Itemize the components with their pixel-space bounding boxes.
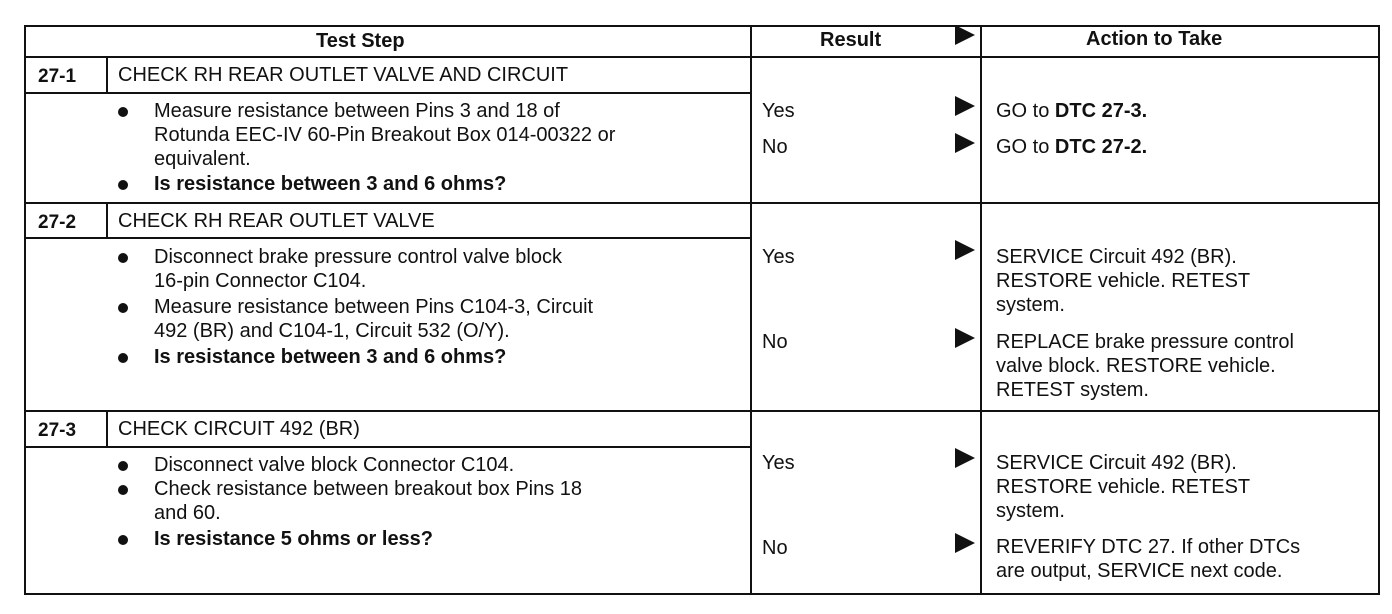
action-text: are output, SERVICE next code.	[996, 560, 1283, 582]
step-27-1-number-divider	[106, 57, 108, 94]
step-text-line: Rotunda EEC-IV 60-Pin Breakout Box 014-00322 or	[154, 124, 616, 146]
step-27-2-number-divider	[106, 203, 108, 239]
step-title: CHECK RH REAR OUTLET VALVE AND CIRCUIT	[118, 64, 569, 86]
action-text: RESTORE vehicle. RETEST	[996, 270, 1251, 292]
action-text: system.	[996, 500, 1065, 522]
header-action: Action to Take	[1086, 28, 1223, 50]
bullet-icon	[118, 180, 128, 190]
result-yes: Yes	[762, 246, 795, 268]
action-text: RETEST system.	[996, 379, 1149, 401]
table-left-border	[24, 25, 26, 595]
bullet-icon	[118, 253, 128, 263]
table-bottom-border	[24, 593, 1380, 595]
result-arrow-icon	[955, 533, 975, 553]
result-column-divider	[750, 25, 752, 595]
header-bottom-border	[24, 56, 1380, 58]
step-text-line: 16-pin Connector C104.	[154, 270, 367, 292]
step-title: CHECK CIRCUIT 492 (BR)	[118, 418, 360, 440]
result-arrow-icon	[955, 240, 975, 260]
step-text-line: Measure resistance between Pins 3 and 18 of	[154, 100, 560, 122]
bullet-icon	[118, 535, 128, 545]
result-arrow-icon	[955, 448, 975, 468]
result-arrow-icon	[955, 96, 975, 116]
action-text: RESTORE vehicle. RETEST	[996, 476, 1251, 498]
action-column-divider	[980, 25, 982, 595]
bullet-icon	[118, 485, 128, 495]
step-text-line: 492 (BR) and C104-1, Circuit 532 (O/Y).	[154, 320, 510, 342]
result-no: No	[762, 136, 788, 158]
table-top-border	[24, 25, 1380, 27]
action-text: SERVICE Circuit 492 (BR).	[996, 246, 1237, 268]
header-arrow-icon	[955, 25, 975, 45]
row-separator-2	[24, 410, 1380, 412]
step-27-1-title-underline	[24, 92, 752, 94]
step-title: CHECK RH REAR OUTLET VALVE	[118, 210, 435, 232]
step-number: 27-3	[38, 420, 77, 441]
bullet-icon	[118, 353, 128, 363]
step-text-line: Check resistance between breakout box Pins 18	[154, 478, 583, 500]
bullet-icon	[118, 107, 128, 117]
row-separator-1	[24, 202, 1380, 204]
result-arrow-icon	[955, 133, 975, 153]
step-text-line: Disconnect brake pressure control valve block	[154, 246, 562, 268]
result-arrow-icon	[955, 328, 975, 348]
action-text: GO to DTC 27-2.	[996, 136, 1148, 158]
step-text-line: and 60.	[154, 502, 221, 524]
result-no: No	[762, 537, 788, 559]
bullet-icon	[118, 303, 128, 313]
result-yes: Yes	[762, 100, 795, 122]
step-27-3-number-divider	[106, 411, 108, 448]
action-text: GO to DTC 27-3.	[996, 100, 1148, 122]
bullet-icon	[118, 461, 128, 471]
result-no: No	[762, 331, 788, 353]
step-question: Is resistance between 3 and 6 ohms?	[154, 346, 507, 368]
action-text: REPLACE brake pressure control	[996, 331, 1294, 353]
step-number: 27-1	[38, 66, 77, 87]
action-text: REVERIFY DTC 27. If other DTCs	[996, 536, 1301, 558]
result-yes: Yes	[762, 452, 795, 474]
action-text: system.	[996, 294, 1065, 316]
step-text-line: equivalent.	[154, 148, 251, 170]
step-27-2-title-underline	[24, 237, 752, 239]
step-27-3-title-underline	[24, 446, 752, 448]
action-text: valve block. RESTORE vehicle.	[996, 355, 1276, 377]
step-number: 27-2	[38, 212, 77, 233]
step-text-line: Disconnect valve block Connector C104.	[154, 454, 515, 476]
step-text-line: Measure resistance between Pins C104-3, Circuit	[154, 296, 594, 318]
table-right-border	[1378, 25, 1380, 595]
step-question: Is resistance 5 ohms or less?	[154, 528, 434, 550]
step-question: Is resistance between 3 and 6 ohms?	[154, 173, 507, 195]
header-result: Result	[820, 29, 882, 51]
action-text: SERVICE Circuit 492 (BR).	[996, 452, 1237, 474]
header-test-step: Test Step	[316, 30, 405, 52]
